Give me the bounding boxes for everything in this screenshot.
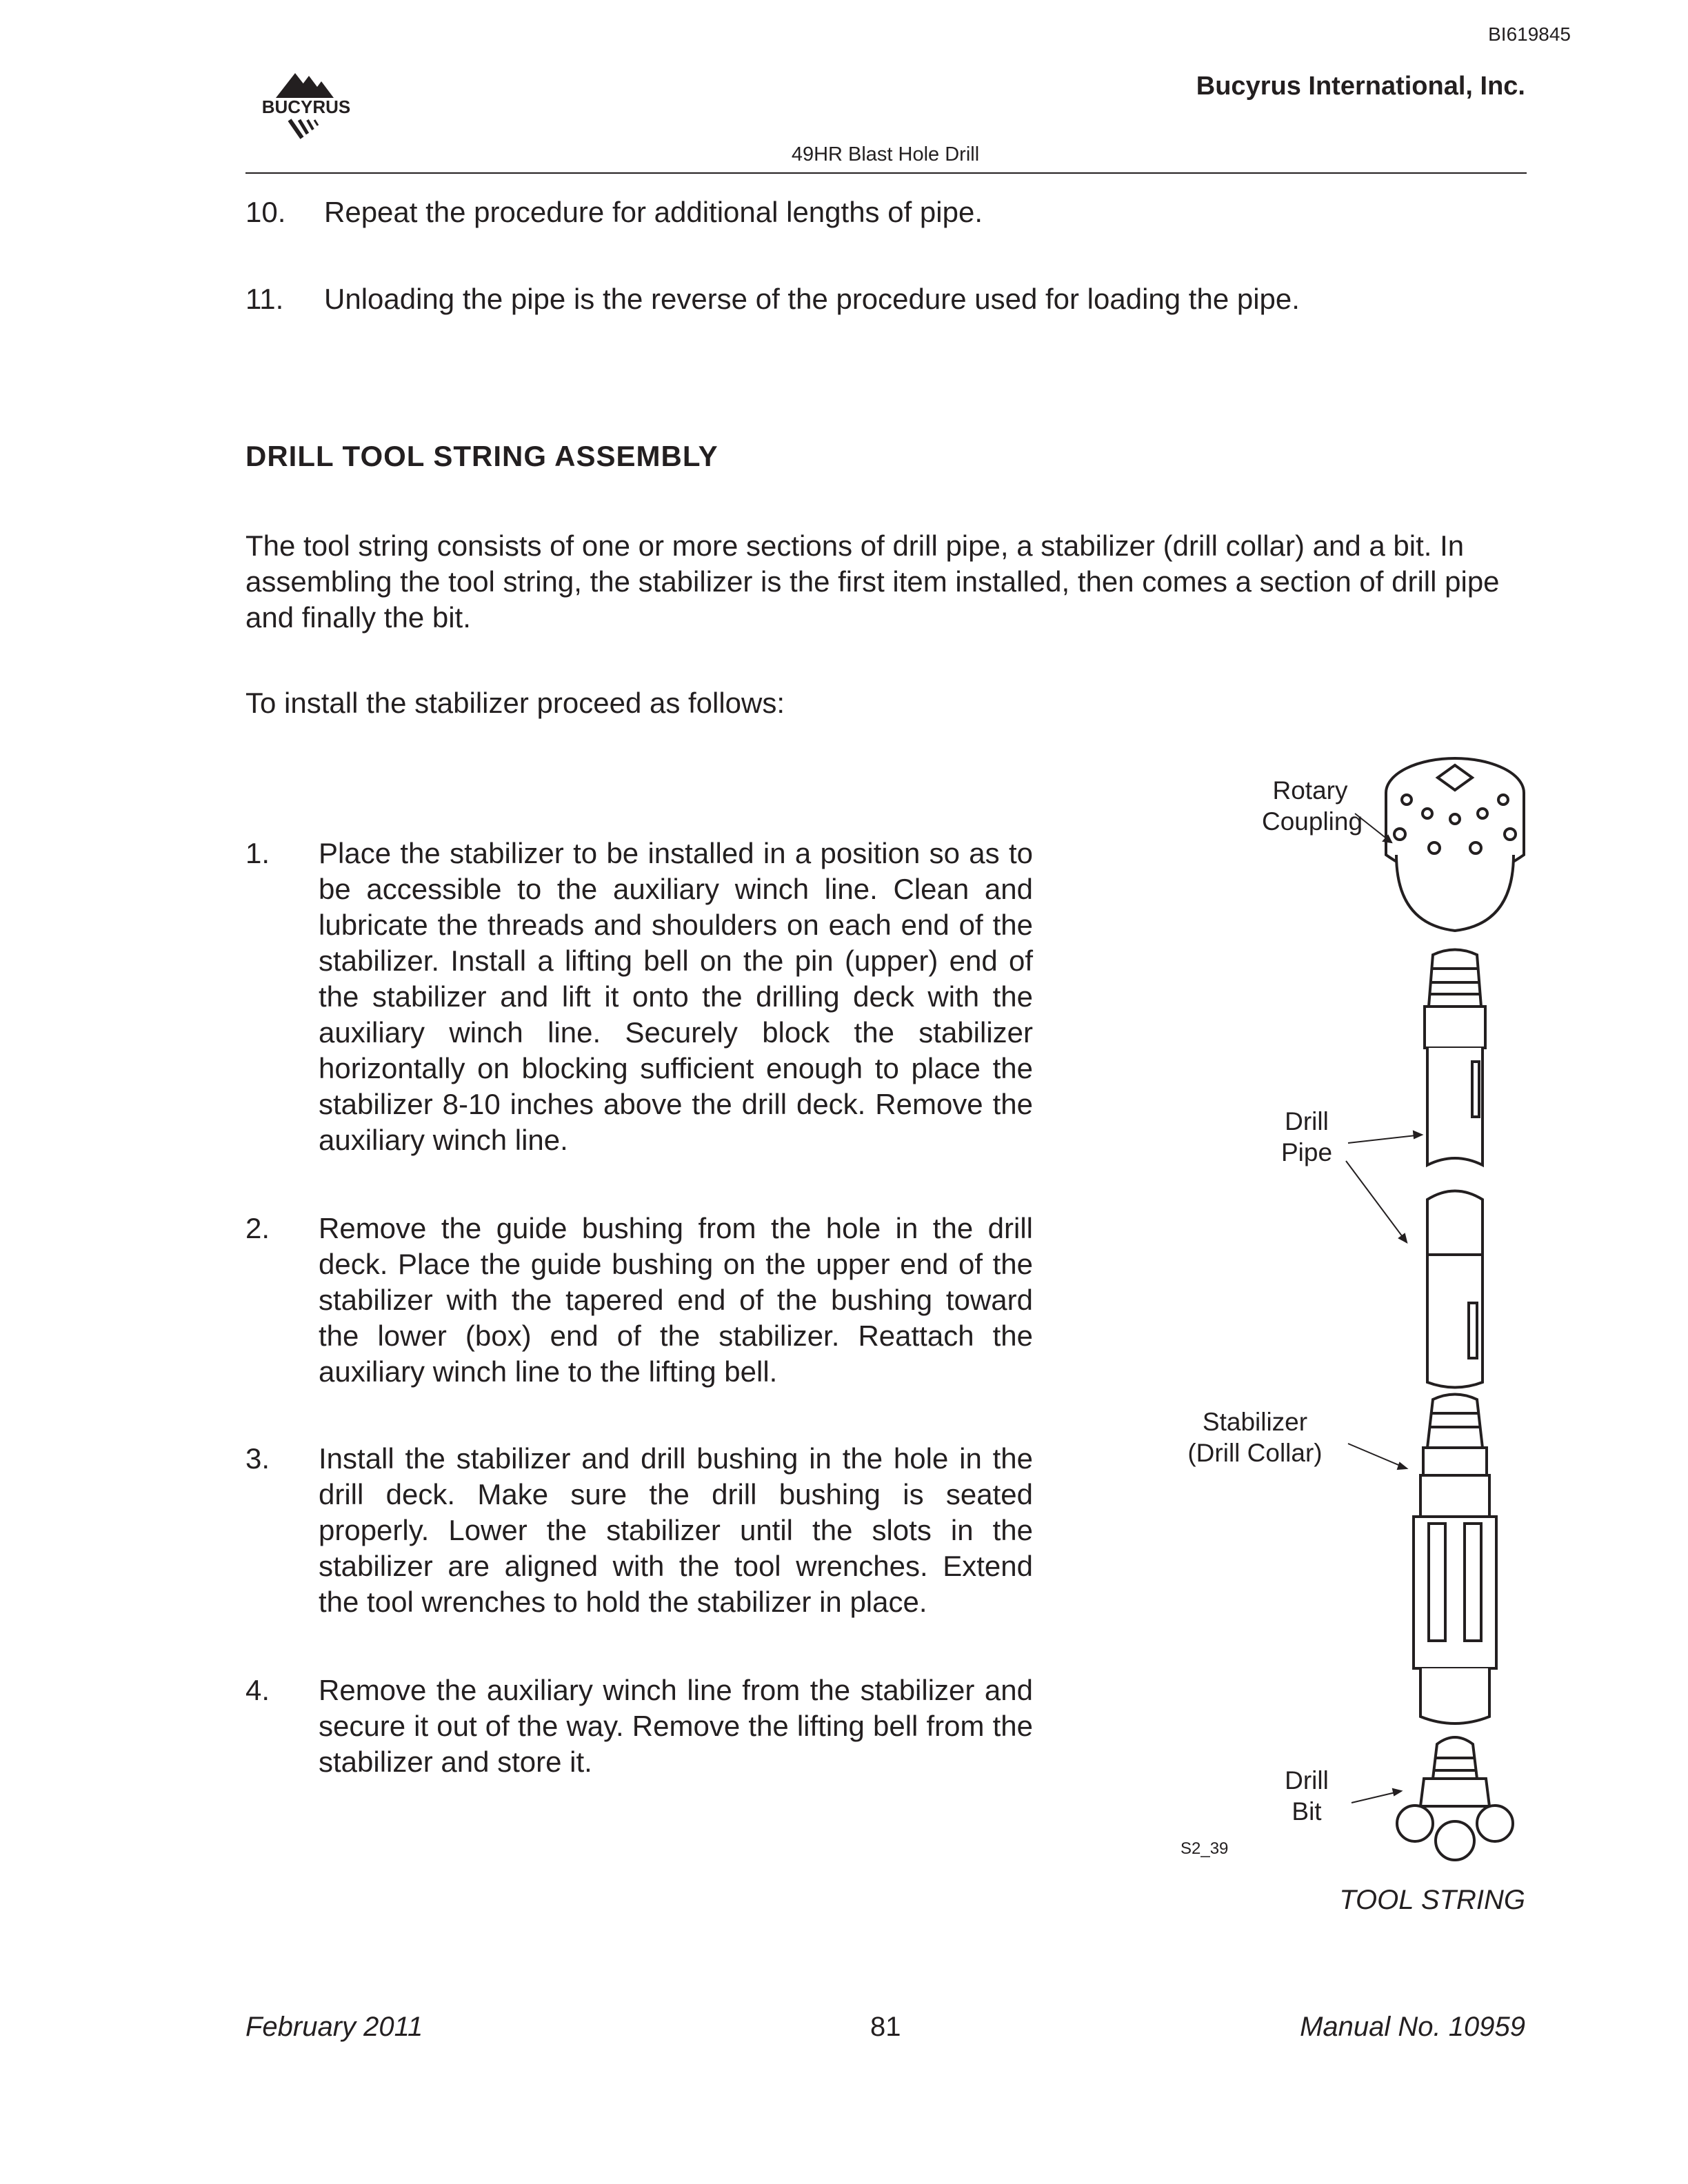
section-heading: DRILL TOOL STRING ASSEMBLY [245, 440, 719, 472]
drill-pipe-label [1262, 1106, 1352, 1168]
step-text: Install the stabilizer and drill bushing in the hole in the drill deck. Make sure the drill bushing is seated properly. Lower the stabilizer until the slots in the stabilizer are aligned with the tool wrenches. Extend the tool wrenches to hold the stabilizer in place. [319, 1442, 1033, 1618]
drill-bit-drawing [1397, 1737, 1513, 1860]
step-text: Remove the guide bushing from the hole in the drill deck. Place the guide bushing on the upper end of the stabilizer with the tapered end of the bushing toward the lower (box) end of the stabilizer. Reattach the auxiliary winch line to the lifting bell. [319, 1212, 1033, 1388]
bucyrus-logo [244, 69, 368, 152]
pipe-label-line2: Pipe [1280, 1138, 1333, 1166]
bit-label-line1: Drill [1285, 1766, 1329, 1794]
step-number: 4. [245, 1674, 270, 1706]
header-rule [245, 172, 1527, 174]
procedure-step-2 [245, 1211, 1033, 1390]
drill-pipe-upper-drawing [1425, 950, 1485, 1166]
page-number: 81 [870, 2012, 901, 2042]
drill-bit-label [1262, 1765, 1352, 1827]
company-name: Bucyrus International, Inc. [1196, 72, 1525, 101]
document-id: BI619845 [1488, 23, 1571, 45]
drill-pipe-lower-drawing [1427, 1191, 1483, 1388]
rotary-coupling-label [1262, 775, 1363, 837]
bit-label-line2: Bit [1292, 1797, 1322, 1826]
procedure-step-1 [245, 836, 1033, 1158]
rotary-coupling-drawing [1386, 758, 1524, 931]
step-number: 11. [245, 283, 284, 315]
footer-date: February 2011 [245, 2012, 423, 2042]
tool-string-drawing [1158, 745, 1545, 1875]
section-lead: To install the stabilizer proceed as follows: [245, 687, 785, 719]
procedure-step-3 [245, 1441, 1033, 1620]
step-number: 3. [245, 1442, 270, 1475]
step-text: Place the stabilizer to be installed in a position so as to be accessible to the auxiliary winch line. Clean and lubricate the threads and shoulders on each end of the stabilizer. Install a lifting bell on the pin (upper) end of the stabilizer and lift it onto the drilling deck with the auxiliary winch line. Securely block the stabilizer horizontally on blocking sufficient enough to place the stabilizer 8-10 inches above the drill deck. Remove the auxiliary winch line. [319, 837, 1033, 1156]
rotary-label-line1: Rotary [1272, 776, 1348, 805]
stabilizer-label-line2: (Drill Collar) [1187, 1439, 1323, 1467]
rotary-label-line2: Coupling [1262, 807, 1363, 836]
step-text: Repeat the procedure for additional lengths of pipe. [324, 196, 983, 228]
step-number: 1. [245, 837, 270, 869]
step-text: Unloading the pipe is the reverse of the procedure used for loading the pipe. [324, 283, 1300, 315]
logo-text: BUCYRUS [261, 97, 351, 117]
tool-string-figure [1158, 745, 1545, 1875]
step-number: 2. [245, 1212, 270, 1244]
pipe-label-line1: Drill [1285, 1107, 1329, 1135]
manual-number: Manual No. 10959 [1300, 2012, 1525, 2042]
step-number: 10. [245, 196, 286, 228]
step-text: Remove the auxiliary winch line from the stabilizer and secure it out of the way. Remove the lifting bell from the stabilizer and store it. [319, 1674, 1033, 1778]
figure-id: S2_39 [1180, 1839, 1229, 1858]
figure-caption: TOOL STRING [1339, 1885, 1525, 1915]
manual-subtitle: 49HR Blast Hole Drill [791, 143, 980, 165]
section-intro: The tool string consists of one or more sections of drill pipe, a stabilizer (drill collar) and a bit. In assembling the tool string, the stabilizer is the first item installed, then comes a section of drill pipe and finally the bit. [245, 529, 1500, 634]
stabilizer-label-line1: Stabilizer [1202, 1408, 1308, 1436]
procedure-step-4 [245, 1672, 1033, 1780]
stabilizer-drawing [1414, 1395, 1496, 1724]
stabilizer-label [1165, 1406, 1345, 1468]
